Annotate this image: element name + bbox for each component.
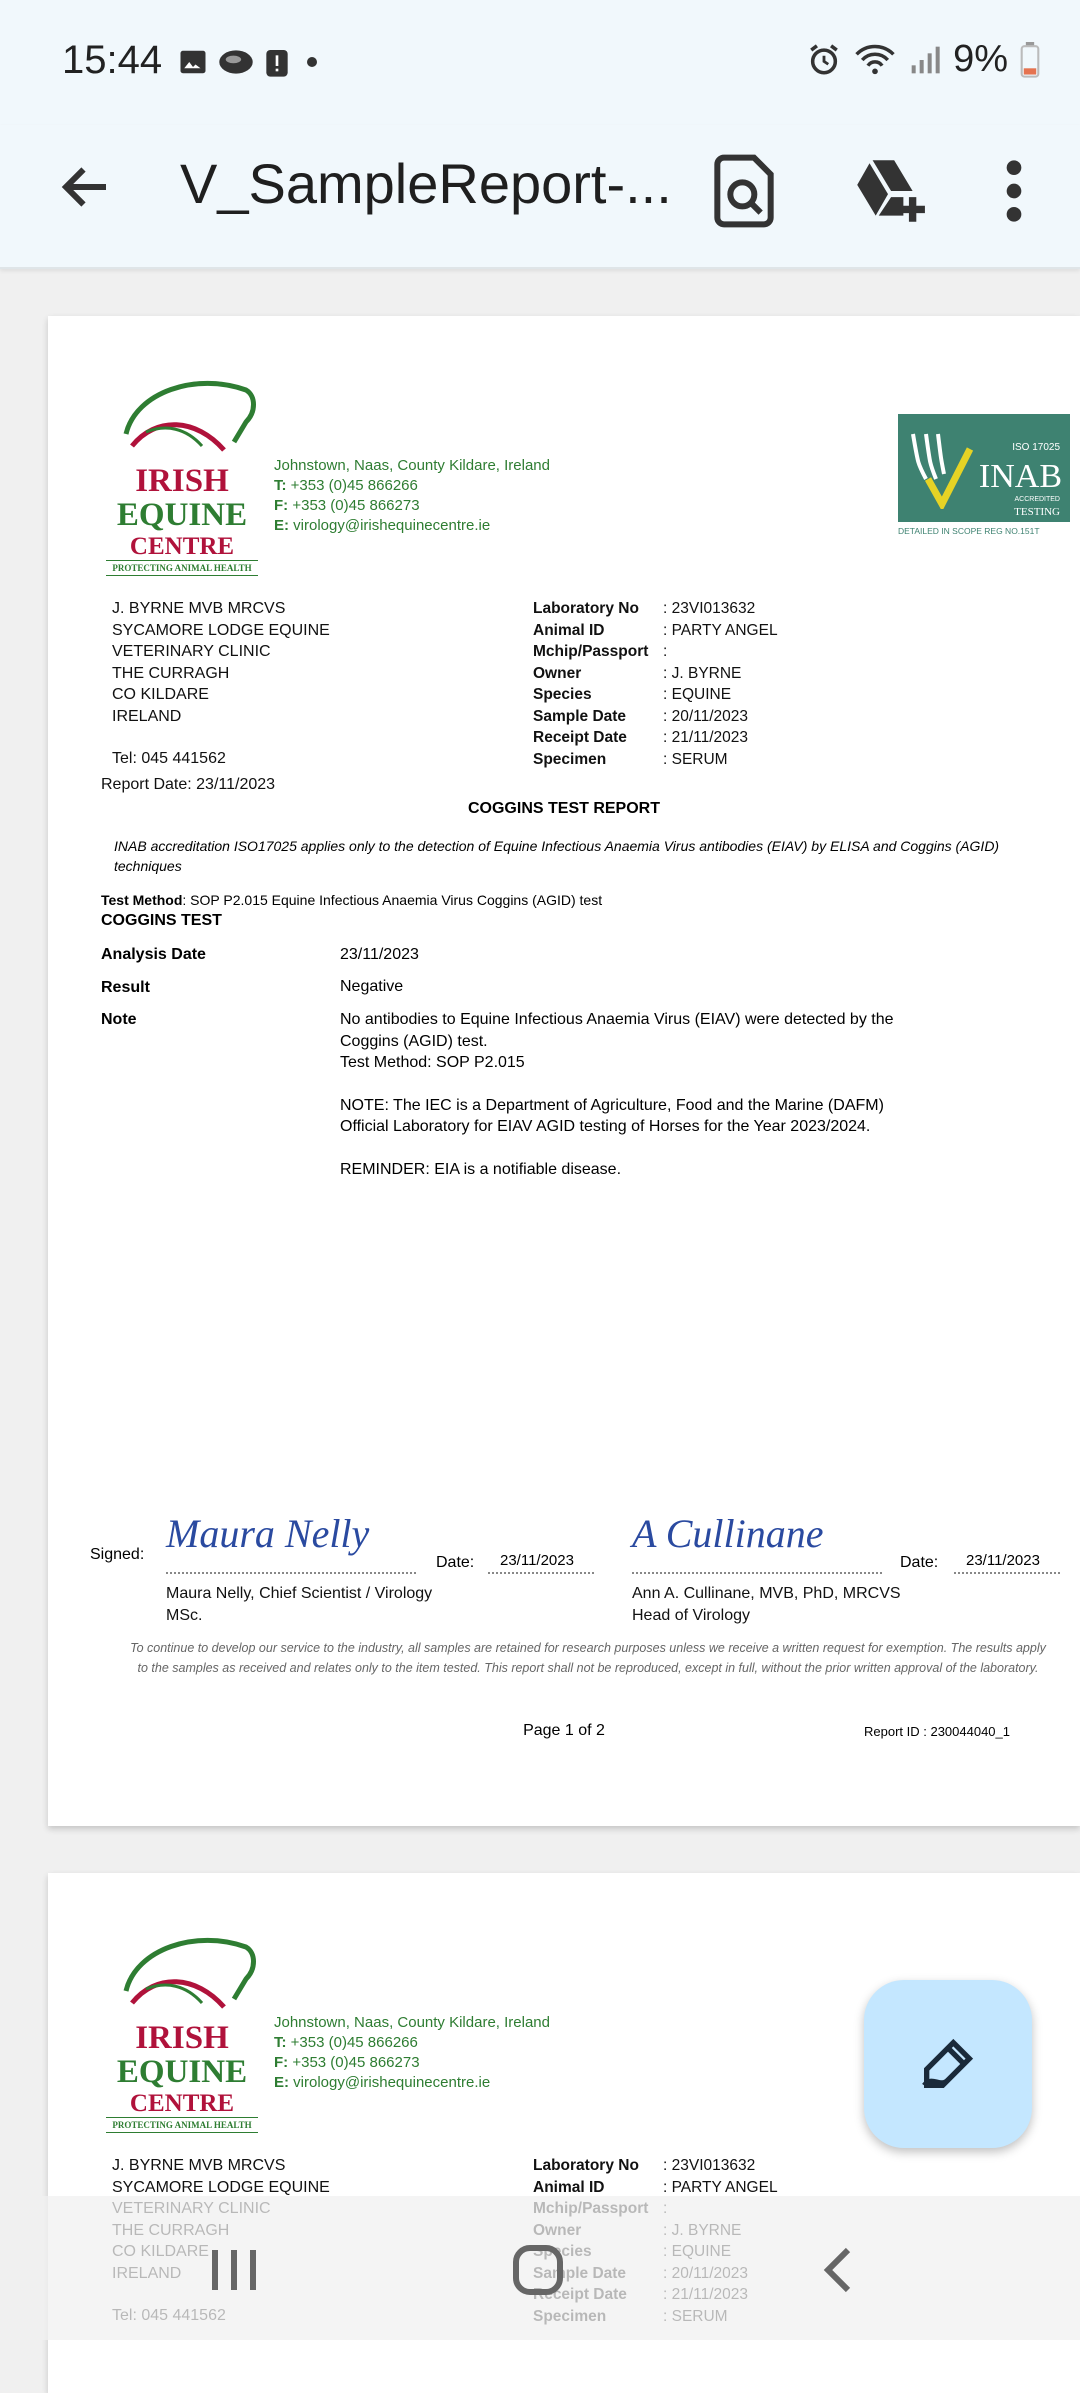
client-line: IRELAND [112,707,182,725]
date-label-2: Date: [900,1554,939,1571]
test-method-line: Test Method: SOP P2.015 Equine Infectious Anaemia Virus Coggins (AGID) test [101,892,603,908]
signal-icon [909,43,941,77]
client-line: CO KILDARE [112,686,209,703]
logo-centre: CENTRE [129,2090,235,2117]
address-block [274,456,550,536]
back-arrow-icon[interactable] [56,157,116,217]
note-value [340,1009,900,1180]
status-bar [0,0,1080,125]
address-line: Johnstown, Naas, County Kildare, Ireland [274,2014,550,2031]
notification-icons [178,46,324,78]
client-address: J. BYRNE MVB MRCVS SYCAMORE LODGE EQUINE [112,2157,330,2196]
system-nav-bar [0,2196,1080,2340]
report-title: COGGINS TEST REPORT [467,800,660,817]
logo-tagline: PROTECTING ANIMAL HEALTH [106,2117,258,2133]
app-bar [0,125,1080,269]
inab-iso: ISO 17025 [1012,442,1060,453]
client-address [112,598,330,770]
signature-2: A Cullinane [632,1511,824,1556]
result-label: Result [101,979,150,996]
date-label-1: Date: [436,1554,475,1571]
status-right [807,38,1040,81]
analysis-date-value: 23/11/2023 [340,946,419,963]
inab-accreditation-note: INAB accreditation ISO17025 applies only to the detection of Equine Infectious Anaemia Virus antibodies (EIAV) by ELISA and Coggins (AGID) techniques [114,838,1000,874]
email-address: virology@irishequinecentre.ie [293,517,491,534]
client-line: J. BYRNE MVB MRCVS [112,600,286,617]
more-options-icon[interactable] [974,151,1054,231]
recent-apps-icon[interactable] [204,2242,264,2298]
cloud-icon [218,47,254,77]
signatory-1: Maura Nelly, Chief Scientist / Virology MSc. [166,1585,433,1624]
image-icon [178,47,208,77]
result-value: Negative [340,978,404,995]
signatory-2: Ann A. Cullinane, MVB, PhD, MRCVS Head of Virology [632,1585,901,1624]
lab-fields: Laboratory No : 23VI013632 Animal ID : PARTY ANGEL [533,2157,778,2196]
logo-equine: EQUINE [116,497,248,533]
signature-1: Maura Nelly [166,1511,370,1556]
battery-percent: 9% [953,38,1008,80]
lab-field: Owner : J. BYRNE [533,664,742,682]
lab-field: Laboratory No : 23VI013632 [533,600,756,617]
lab-field: Sample Date : 20/11/2023 [533,707,749,725]
lab-field: Animal ID : PARTY ANGEL [533,621,778,639]
lab-field: Specimen : SERUM [533,750,728,768]
inab-badge [898,414,1070,536]
signature-date-2: 23/11/2023 [966,1552,1040,1569]
inab-checkmark-icon [908,424,978,509]
date-line-1 [488,1572,594,1574]
report-date: Report Date: 23/11/2023 [101,776,276,793]
home-icon[interactable] [508,2240,568,2300]
footnote: To continue to develop our service to the industry, all samples are retained for research purposes unless we receive a written request for exemption. The results apply to the samples as received and relates only to the item tested. This report shall not be reproduced, except in full, without the prior written approval of the laboratory. [130,1641,1046,1675]
client-tel: Tel: 045 441562 [112,750,226,767]
document-title: V_SampleReport-... [180,152,672,215]
logo-equine: EQUINE [116,2054,248,2090]
lab-field: Species : EQUINE [533,686,732,703]
signed-label: Signed: [90,1546,145,1563]
address-line: Johnstown, Naas, County Kildare, Ireland [274,457,550,474]
nav-back-icon[interactable] [810,2242,866,2298]
email-label: E: [274,517,289,534]
note-paragraph: NOTE: The IEC is a Department of Agriculture, Food and the Marine (DAFM) Official Laboratory for EIAV AGID testing of Horses for the Year 2023/2024. [340,1096,884,1135]
inab-brand: INAB [978,458,1062,495]
analysis-date-label: Analysis Date [101,946,206,963]
inab-accredited: ACCREDITED [1014,496,1060,503]
battery-icon [1020,42,1040,78]
page-number: Page 1 of 2 [523,1722,605,1739]
note-paragraph: REMINDER: EIA is a notifiable disease. [340,1160,622,1178]
address-block: Johnstown, Naas, County Kildare, Ireland T: +353 (0)45 866266 F: +353 (0)45 866273 E: virology@irishequinecentre.ie [274,2014,550,2091]
note-paragraph: Test Method: SOP P2.015 [340,1054,525,1071]
status-time: 15:44 [62,38,163,82]
client-line: SYCAMORE LODGE EQUINE [112,621,330,639]
date-line-2 [954,1572,1060,1574]
inab-scope: DETAILED IN SCOPE REG NO.151T [898,526,1040,536]
note-label: Note [101,1011,137,1028]
note-paragraph: No antibodies to Equine Infectious Anaemia Virus (EIAV) were detected by the Coggins (AGID) test. [340,1011,894,1050]
signature-line-2 [632,1572,882,1574]
fax-number: +353 (0)45 866273 [292,497,420,514]
lab-field: Receipt Date : 21/11/2023 [533,729,749,746]
logo-irish: IRISH [135,2020,229,2056]
edit-fab-button[interactable] [864,1980,1032,2148]
client-line: VETERINARY CLINIC [112,643,271,660]
pdf-page-1 [48,316,1080,1826]
wifi-icon [853,43,897,77]
report-id: Report ID : 230044040_1 [864,1724,1010,1739]
logo-tagline: PROTECTING ANIMAL HEALTH [106,560,258,576]
drive-add-icon[interactable] [848,151,928,231]
pen-edit-icon [916,2032,980,2096]
section-title: COGGINS TEST [101,912,222,929]
horse-logo-icon [106,1929,266,2019]
lab-field: Mchip/Passport : [533,643,668,660]
tel-label: T: [274,477,287,494]
logo-centre: CENTRE [129,533,235,560]
dot-icon [300,50,324,74]
alert-icon [264,46,290,78]
signature-line-1 [166,1572,416,1574]
logo-irish: IRISH [135,463,229,499]
search-document-icon[interactable] [704,151,784,231]
alarm-icon [807,43,841,77]
horse-logo-icon [106,372,266,462]
fax-label: F: [274,497,289,514]
lab-fields [533,598,778,770]
tel-number: +353 (0)45 866266 [290,477,418,494]
inab-testing: TESTING [1014,506,1060,518]
signature-date-1: 23/11/2023 [500,1552,574,1569]
client-line: THE CURRAGH [112,664,230,682]
